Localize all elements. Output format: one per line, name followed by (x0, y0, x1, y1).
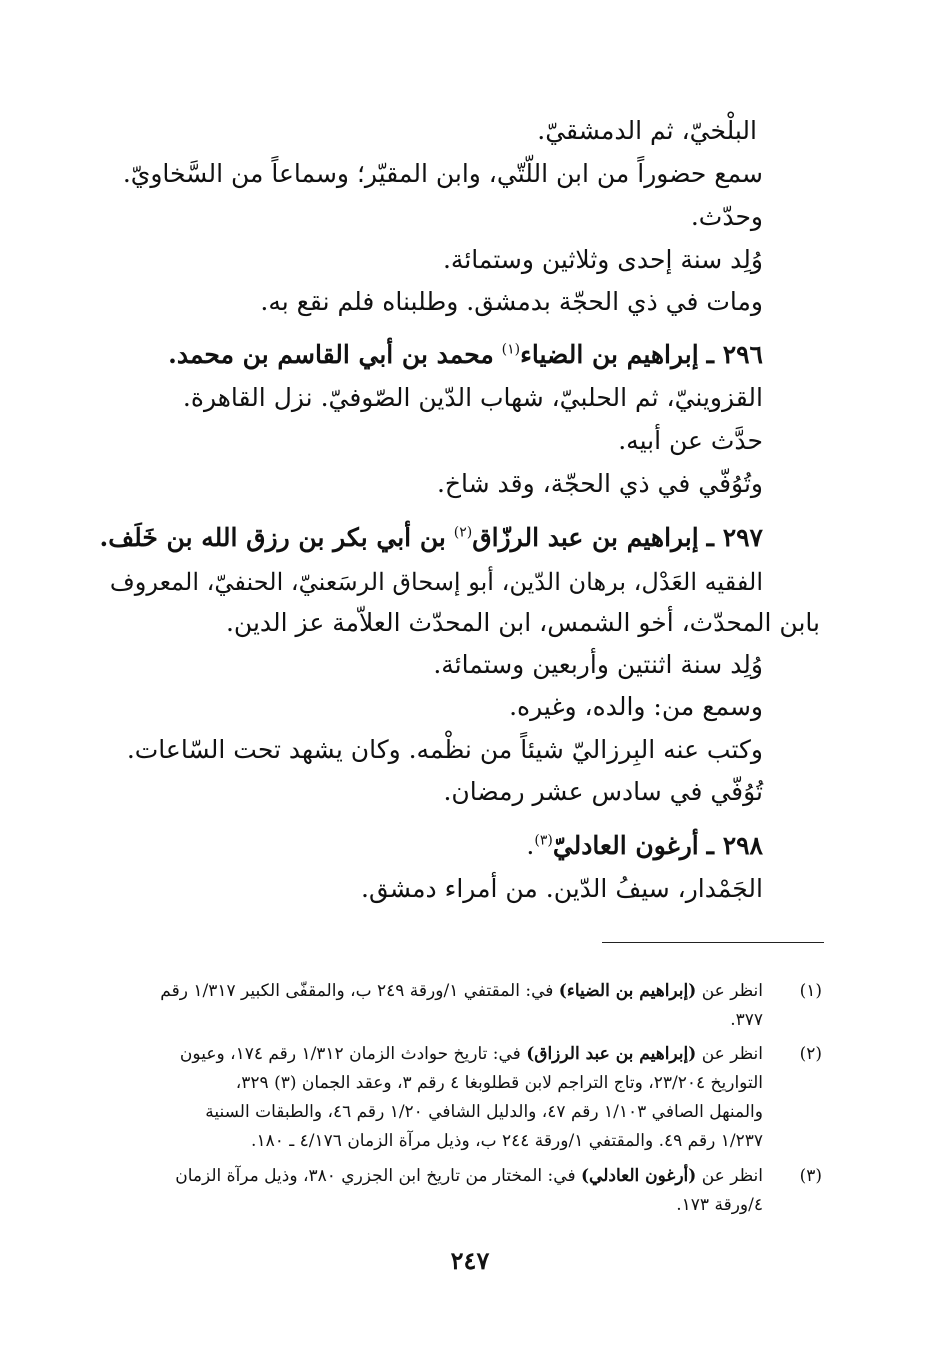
entry-298-tail: . (526, 831, 535, 860)
footnote-2-line-3: والمنهل الصافي ١/١٠٣ رقم ٤٧، والدليل الشافي ١/٢٠ رقم ٤٦، والطبقات السنية (205, 1102, 763, 1122)
footnote-1-prefix: انظر عن (701, 981, 763, 1001)
footnote-3-prefix: انظر عن (701, 1166, 763, 1186)
footnote-separator (602, 942, 824, 943)
entry-297-name: إبراهيم بن عبد الرزّاق (472, 523, 699, 552)
footnote-1-text: في: المقتفي ١/ورقة ٢٤٩ ب، والمقفّى الكبير ١/٣١٧ رقم (160, 981, 554, 1001)
entry-297-line-5: وكتب عنه البِرزاليّ شيئاً من نظْمه. وكان يشهد تحت السّاعات. (126, 735, 763, 764)
entry-298-note-ref: (٣) (534, 832, 553, 849)
prev-entry-line-3: وحدّث. (690, 202, 763, 231)
footnote-3-label: (أرغون العادلي) (581, 1166, 697, 1186)
entry-298-number: ٢٩٨ ـ (706, 831, 763, 860)
footnote-2-line-2: التواريخ ٢٣/٢٠٤، وتاج التراجم لابن قطلوبغا ٤ رقم ٣، وعقد الجمان (٣) ٣٢٩، (235, 1073, 763, 1093)
entry-297-line-6: تُوُفّي في سادس عشر رمضان. (443, 777, 763, 806)
footnote-1-label: (إبراهيم بن الضياء) (558, 981, 697, 1001)
entry-296-number: ٢٩٦ ـ (706, 340, 763, 369)
entry-297-line-4: وسمع من: والده، وغيره. (509, 692, 763, 721)
entry-297-line-1: الفقيه العَدْل، برهان الدّين، أبو إسحاق الرسَعنيّ، الحنفيّ، المعروف (109, 568, 763, 596)
footnote-3-line-1 (175, 1162, 763, 1191)
entry-296-name-rest: محمد بن أبي القاسم بن محمد. (168, 340, 494, 369)
entry-297-name-rest: بن أبي بكر بن رزق الله بن خَلَف. (99, 523, 446, 552)
entry-298-name: أرغون العادليّ (552, 831, 699, 860)
entry-297-number: ٢٩٧ ـ (706, 523, 763, 552)
footnote-3-mark: (٣) (799, 1166, 822, 1186)
footnote-2-prefix: انظر عن (701, 1044, 763, 1064)
prev-entry-line-1: البلْخيّ، ثم الدمشقيّ. (537, 116, 757, 145)
entry-298-line-1: الجَمْدار، سيفُ الدّين. من أمراء دمشق. (361, 874, 763, 903)
entry-297-heading (100, 521, 763, 555)
footnote-2-label: (إبراهيم بن عبد الرزاق) (526, 1044, 697, 1064)
prev-entry-line-4: وُلِد سنة إحدى وثلاثين وستمائة. (442, 245, 763, 274)
entry-296-line-2: حدَّث عن أبيه. (618, 426, 763, 455)
footnote-2-text: في: تاريخ حوادث الزمان ١/٣١٢ رقم ١٧٤، وعيون (179, 1044, 521, 1064)
footnote-1-mark: (١) (799, 981, 822, 1001)
entry-297-line-2: بابن المحدّث، أخو الشمس، ابن المحدّث العلاّمة عز الدين. (225, 608, 820, 637)
prev-entry-line-2: سمع حضوراً من ابن اللّتّي، وابن المقيّر؛ وسماعاً من السَّخاويّ. (122, 159, 763, 188)
footnote-1-line-1 (160, 977, 763, 1006)
footnote-3-line-2: ٤/ورقة ١٧٣. (676, 1195, 763, 1215)
footnote-2-line-1 (180, 1040, 763, 1069)
footnote-1-line-2: ٣٧٧. (730, 1010, 763, 1030)
entry-296-note-ref: (١) (501, 341, 521, 358)
page-number: ٢٤٧ (450, 1246, 490, 1275)
entry-297-line-3: وُلِد سنة اثنتين وأربعين وستمائة. (433, 650, 763, 679)
entry-296-line-3: وتُوُفّي في ذي الحجّة، وقد شاخ. (436, 469, 763, 498)
prev-entry-line-5: ومات في ذي الحجّة بدمشق. وطلبناه فلم نقع به. (260, 287, 763, 316)
footnote-3-text: في: المختار من تاريخ ابن الجزري ٣٨٠، وذيل مرآة الزمان (175, 1166, 576, 1186)
entry-296-heading (168, 338, 763, 372)
entry-298-heading (526, 829, 763, 863)
footnote-2-line-4: ١/٢٣٧ رقم ٤٩. والمقتفي ١/ورقة ٢٤٤ ب، وذيل مرآة الزمان ٤/١٧٦ ـ ١٨٠. (251, 1131, 763, 1151)
entry-297-note-ref: (٢) (453, 524, 473, 541)
footnote-2-mark: (٢) (799, 1044, 822, 1064)
entry-296-line-1: القزوينيّ، ثم الحلبيّ، شهاب الدّين الصّوفيّ. نزل القاهرة. (182, 383, 763, 412)
entry-296-name: إبراهيم بن الضياء (520, 340, 699, 369)
